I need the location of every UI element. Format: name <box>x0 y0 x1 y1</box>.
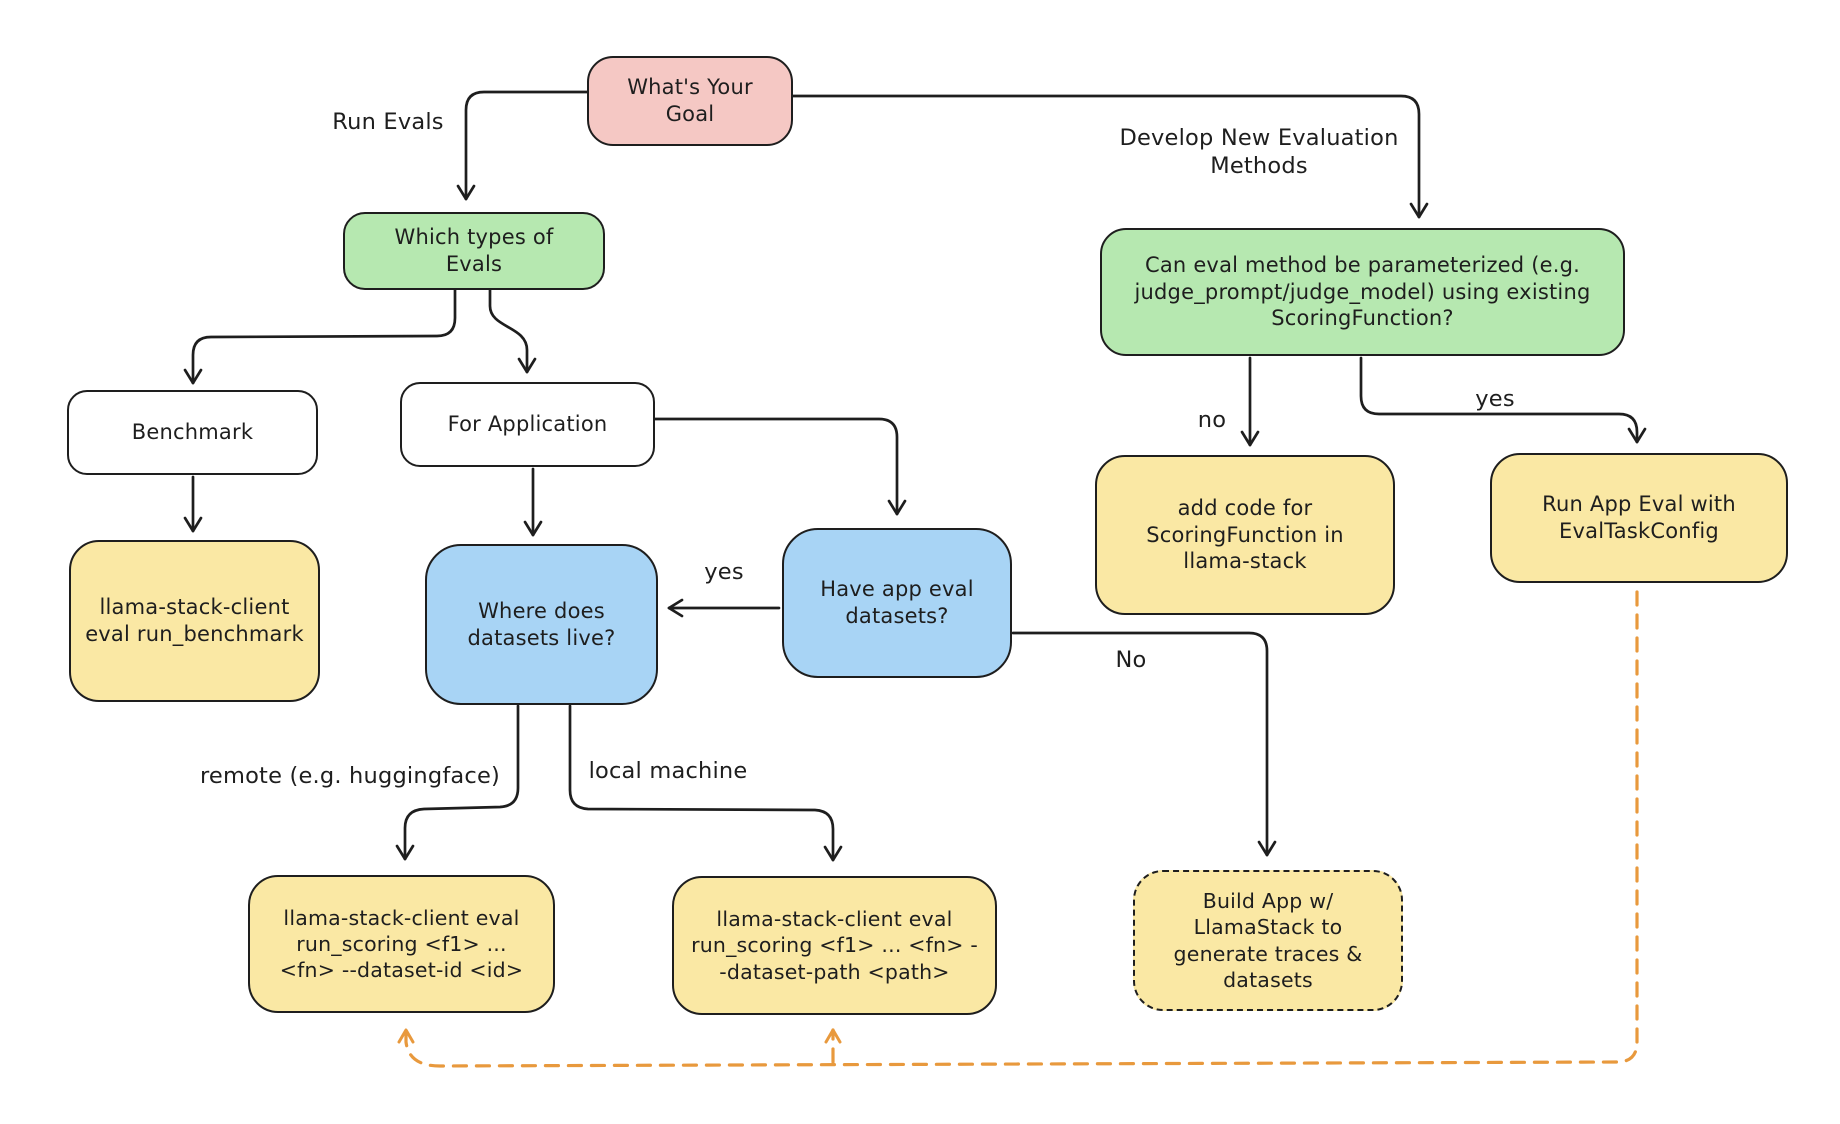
node-benchmark <box>67 390 318 475</box>
node-run-scoring-dataset-path <box>672 876 997 1015</box>
node-param-question <box>1100 228 1625 356</box>
node-have-app-eval-datasets <box>782 528 1012 678</box>
edge-label-no-have-datasets: No <box>1115 647 1147 673</box>
edge-label-local-machine: local machine <box>588 758 748 784</box>
node-whats-your-goal-label: What's Your Goal <box>627 75 753 126</box>
edge-label-develop-new-methods: Develop New Evaluation Methods <box>1119 124 1399 179</box>
edge-which-to-for-application <box>490 290 527 372</box>
edge-label-run-evals: Run Evals <box>332 109 444 135</box>
node-have-datasets-label: Have app eval datasets? <box>820 577 974 628</box>
node-benchmark-label: Benchmark <box>131 420 254 445</box>
node-run-scoring-path-label: llama-stack-client eval run_scoring <f1> ... <fn> --dataset-path <path> <box>691 907 978 984</box>
node-run-benchmark-label: llama-stack-client eval run_benchmark <box>85 595 304 646</box>
node-for-application-label: For Application <box>447 412 608 437</box>
edge-forapp-to-have-datasets <box>655 419 897 514</box>
node-run-app-eval <box>1490 453 1788 583</box>
node-run-app-eval-label: Run App Eval with EvalTaskConfig <box>1542 492 1736 543</box>
edge-which-to-benchmark <box>193 290 455 383</box>
node-build-app-llamastack <box>1133 870 1403 1011</box>
node-build-app-label: Build App w/ LlamaStack to generate traces & datasets <box>1173 889 1363 992</box>
node-run-scoring-dataset-id <box>248 875 555 1013</box>
node-where-datasets-label: Where does datasets live? <box>467 598 616 650</box>
node-whats-your-goal <box>587 56 793 146</box>
edge-label-remote-huggingface: remote (e.g. huggingface) <box>199 763 501 789</box>
node-param-question-label: Can eval method be parameterized (e.g. judge_prompt/judge_model) using existing ScoringFunction? <box>1134 252 1591 331</box>
node-run-scoring-id-label: llama-stack-client eval run_scoring <f1> ... <fn> --dataset-id <id> <box>279 905 524 983</box>
node-which-types-label: Which types of Evals <box>394 225 554 276</box>
node-where-datasets-live <box>425 544 658 705</box>
node-add-code-scoring-function <box>1095 455 1395 615</box>
node-add-code-label: add code for ScoringFunction in llama-stack <box>1146 495 1344 574</box>
edge-goal-to-which-types <box>466 92 587 199</box>
edge-label-no-param: no <box>1197 407 1227 433</box>
node-run-benchmark-command <box>69 540 320 702</box>
node-for-application <box>400 382 655 467</box>
edge-label-yes-have-datasets: yes <box>704 559 744 585</box>
node-which-types-of-evals <box>343 212 605 290</box>
edge-label-yes-param: yes <box>1475 386 1515 412</box>
